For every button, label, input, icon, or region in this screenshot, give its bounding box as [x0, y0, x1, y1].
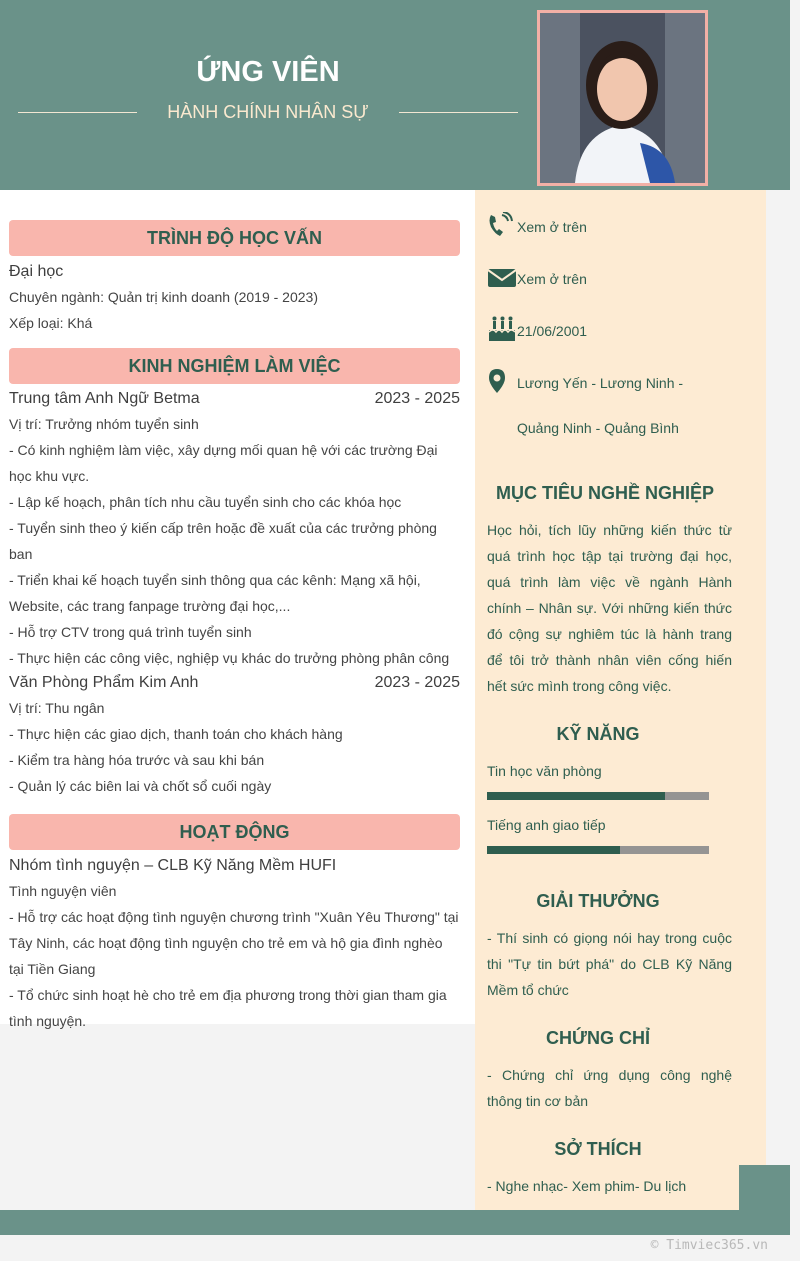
hobbies-text: - Nghe nhạc- Xem phim- Du lịch [487, 1178, 687, 1194]
contact-email [487, 264, 587, 294]
education-school: Đại học [9, 263, 64, 280]
objective-title: MỤC TIÊU NGHỀ NGHIỆP [496, 483, 715, 503]
footer-bar [0, 1210, 790, 1235]
activities-title: HOẠT ĐỘNG [9, 814, 460, 850]
hobbies-title: SỞ THÍCH [554, 1139, 642, 1159]
education-grade: Xếp loại: Khá [9, 315, 93, 331]
awards-text: - Thí sinh có giọng nói hay trong cuộc thi "Tự tin bứt phá" do CLB Kỹ Năng Mềm tổ chức [487, 930, 732, 998]
activity-org: Nhóm tình nguyện – CLB Kỹ Năng Mềm HUFI [9, 857, 337, 874]
skill-bar-fill [487, 792, 665, 800]
activity-line: - Hỗ trợ các hoạt động tình nguyện chương trình "Xuân Yêu Thương" tại Tây Ninh, các hoạt động tình nguyện cho trẻ em và hộ gia đình nghèo tại Tiền Giang [9, 909, 459, 977]
job-line: - Lập kế hoạch, phân tích nhu cầu tuyển sinh cho các khóa học [9, 494, 402, 510]
activity-line: Tình nguyện viên [9, 883, 117, 899]
job-line: - Thực hiện các giao dịch, thanh toán cho khách hàng [9, 726, 343, 742]
job-company: Văn Phòng Phẩm Kim Anh [9, 674, 199, 691]
footer-notch [739, 1165, 790, 1210]
birthday-value: 21/06/2001 [517, 323, 588, 339]
phone-value: Xem ở trên [517, 219, 587, 235]
experience-title: KINH NGHIỆM LÀM VIỆC [9, 348, 460, 384]
address-line-2: Quảng Ninh - Quảng Bình [517, 420, 679, 436]
watermark: © Timviec365.vn [650, 1238, 768, 1253]
job-line: - Kiểm tra hàng hóa trước và sau khi bán [9, 752, 265, 768]
job-line: Vị trí: Trưởng nhóm tuyển sinh [9, 416, 199, 432]
job-title: HÀNH CHÍNH NHÂN SỰ [167, 102, 369, 122]
email-value: Xem ở trên [517, 271, 587, 287]
job-line: - Thực hiện các công việc, nghiệp vụ khác do trưởng phòng phân công [9, 650, 450, 666]
job-line: Vị trí: Thu ngân [9, 700, 105, 716]
job-time: 2023 - 2025 [374, 674, 460, 691]
contact-address [487, 368, 683, 443]
envelope-icon [487, 264, 517, 290]
job-line: - Tuyển sinh theo ý kiến cấp trên hoặc đề xuất của các trưởng phòng ban [9, 520, 437, 562]
map-pin-icon [487, 368, 517, 394]
certificates-text: - Chứng chỉ ứng dụng công nghệ thông tin cơ bản [487, 1067, 732, 1109]
candidate-name: ỨNG VIÊN [196, 56, 340, 88]
job-line: - Hỗ trợ CTV trong quá trình tuyển sinh [9, 624, 252, 640]
skill-bar [487, 846, 709, 854]
birthday-cake-icon [487, 316, 517, 342]
education-title: TRÌNH ĐỘ HỌC VẤN [9, 220, 460, 256]
education-major: Chuyên ngành: Quản trị kinh doanh (2019 - 2023) [9, 289, 318, 305]
awards-title: GIẢI THƯỞNG [536, 891, 660, 911]
job-line: - Quản lý các biên lai và chốt sổ cuối ngày [9, 778, 272, 794]
job-header [9, 387, 460, 411]
phone-icon [487, 212, 517, 238]
skill-bar-fill [487, 846, 620, 854]
job-time: 2023 - 2025 [374, 390, 460, 407]
divider-left [18, 112, 137, 113]
contact-birthday [487, 316, 587, 346]
divider-right [399, 112, 518, 113]
contact-phone [487, 212, 587, 242]
job-company: Trung tâm Anh Ngữ Betma [9, 390, 200, 407]
job-line: - Triển khai kế hoạch tuyển sinh thông qua các kênh: Mạng xã hội, Website, các trang fanpage trường đại học,... [9, 572, 421, 614]
job-header [9, 671, 460, 695]
avatar-photo [537, 10, 708, 186]
skills-title: KỸ NĂNG [556, 724, 640, 744]
job-line: - Có kinh nghiệm làm việc, xây dựng mối quan hệ với các trường Đại học khu vực. [9, 442, 438, 484]
certificates-title: CHỨNG CHỈ [546, 1028, 650, 1048]
activity-line: - Tổ chức sinh hoạt hè cho trẻ em địa phương trong thời gian tham gia tình nguyện. [9, 987, 447, 1029]
job-title-row [18, 102, 518, 123]
objective-text: Học hỏi, tích lũy những kiến thức từ quá trình học tập tại trường đại học, quá trình làm việc về ngành Hành chính – Nhân sự. Với những kiến thức đó cộng sự nghiêm túc là hành trang để tôi trở thành nhân viên cống hiến hết sức mình trong công việc. [487, 522, 732, 694]
left-column [0, 190, 475, 1029]
skill-name: Tin học văn phòng [487, 763, 602, 779]
address-line-1: Lương Yến - Lương Ninh - [517, 375, 684, 391]
skill-name: Tiếng anh giao tiếp [487, 817, 606, 833]
skill-bar [487, 792, 709, 800]
